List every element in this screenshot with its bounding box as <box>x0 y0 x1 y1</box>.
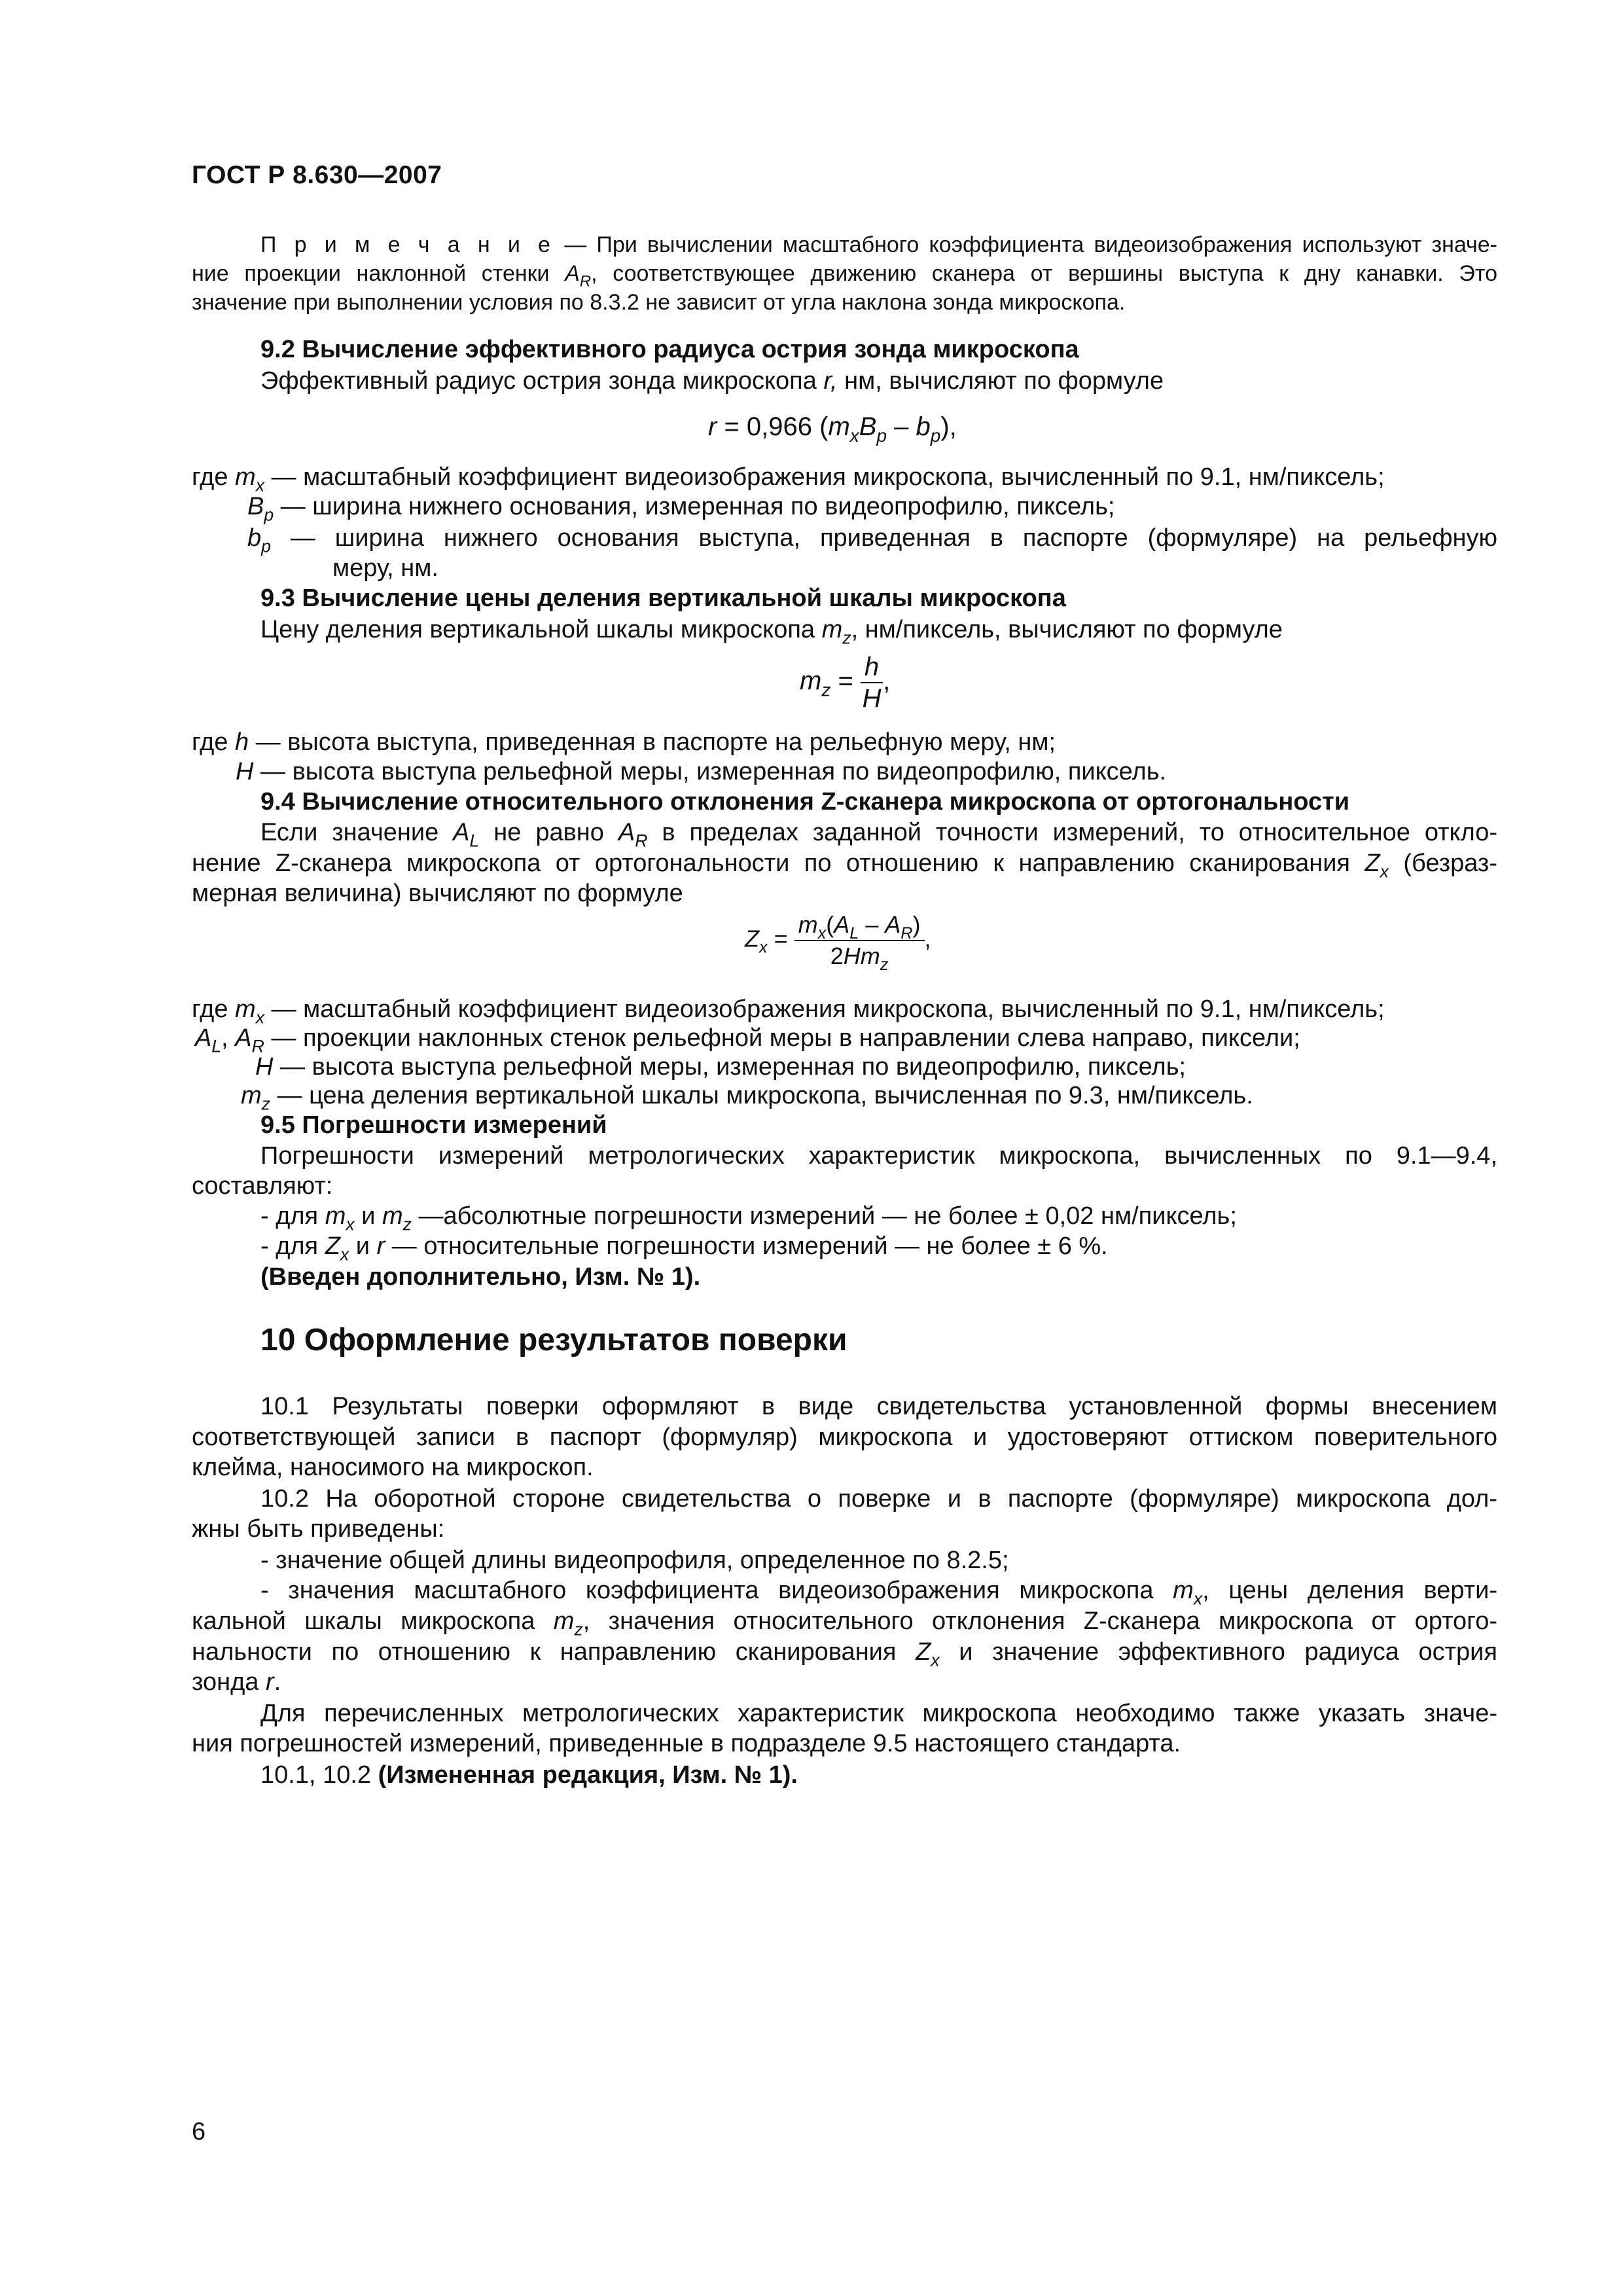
f1-m: m <box>828 412 850 441</box>
s95-amendment: (Введен дополнительно, Изм. № 1). <box>260 1263 701 1291</box>
s94-p2-s: x <box>1380 861 1389 882</box>
f3-end: , <box>924 925 931 952</box>
f3-fraction <box>794 910 925 974</box>
s93-w1-text: — высота выступа, приведенная в паспорте на рельефную меру, нм; <box>249 728 1056 756</box>
s10-p101-line-1: 10.1 Результаты поверки оформляют в виде свидетельства установленной формы внесением <box>260 1393 1497 1420</box>
s10-b2-2a: кальной шкалы микроскопа <box>192 1607 554 1635</box>
document-header: ГОСТ Р 8.630—2007 <box>192 161 442 189</box>
s93-intro-var: m <box>821 616 843 643</box>
s93-intro <box>260 615 1283 648</box>
formula-z-deviation <box>745 910 931 974</box>
s94-p1-c: в пределах заданной точности измерений, то относительное откло- <box>647 819 1497 846</box>
s10-amendment <box>260 1761 798 1789</box>
section-9-3-title: 9.3 Вычисление цены деления вертикальной шкалы микроскопа <box>260 584 1066 612</box>
s10-b2-2v: m <box>553 1607 575 1635</box>
s95-p2: составляют: <box>192 1172 333 1200</box>
s94-w3-var: H <box>255 1053 274 1081</box>
s94-p1-s2: R <box>635 831 648 851</box>
note-var-sub: R <box>579 272 592 291</box>
f3-numerator <box>794 910 925 941</box>
s10-b2-1s: x <box>1193 1588 1203 1609</box>
f3-num-msub: x <box>817 924 827 942</box>
s95-b1-and: и <box>354 1202 382 1230</box>
s94-p2-a: нение Z-сканера микроскопа от ортогональности по отношению к направлению сканирования <box>192 850 1365 877</box>
s93-where-2 <box>236 757 1166 786</box>
s94-w2-s1: L <box>211 1036 222 1056</box>
formula-effective-radius <box>708 412 957 446</box>
s10-amend-a: 10.1, 10.2 <box>260 1761 378 1789</box>
s95-b1-v2: m <box>382 1202 403 1230</box>
s10-bullet-2-line-2 <box>192 1607 1498 1640</box>
section-9-4-title: 9.4 Вычисление относительного отклонения Z-сканера микроскопа от ортогональности <box>260 788 1350 816</box>
note-line-2 <box>192 259 1497 291</box>
f1-eq: = 0,966 ( <box>717 412 829 441</box>
s94-w4-var: m <box>241 1082 262 1109</box>
s92-intro <box>260 367 1164 395</box>
s95-b1-text: —абсолютные погрешности измерений — не более ± 0,02 нм/пиксель; <box>411 1202 1237 1230</box>
s10-b2-3b: и значение эффективного радиуса острия <box>939 1638 1497 1666</box>
s92-w2-text: — ширина нижнего основания, измеренная по видеопрофилю, пиксель; <box>274 493 1115 520</box>
f2-fraction <box>861 652 883 713</box>
note-label: П р и м е ч а н и е <box>260 232 554 257</box>
s95-b1-s2: z <box>402 1214 412 1234</box>
f3-num-minus: – <box>859 911 885 938</box>
section-9-5-title: 9.5 Погрешности измерений <box>260 1111 607 1139</box>
s92-w1-pre: где <box>192 463 236 491</box>
f3-num-bsub: R <box>901 924 913 942</box>
s92-intro-a: Эффективный радиус острия зонда микроскопа <box>260 367 824 395</box>
f2-num: h <box>861 652 883 683</box>
f3-eq: = <box>767 925 794 952</box>
s92-w3-var: b <box>247 524 262 552</box>
s92-where-3 <box>247 524 1497 556</box>
f3-lhs-sub: x <box>759 938 768 957</box>
s94-p3: мерная величина) вычисляют по формуле <box>192 880 683 907</box>
s93-intro-a: Цену деления вертикальной шкалы микроскопа <box>260 616 822 643</box>
s10-bullet-2-line-1 <box>260 1576 1497 1609</box>
s95-b2-s1: x <box>340 1244 349 1265</box>
f1-B: B <box>859 412 877 441</box>
s94-where-2 <box>195 1024 1300 1056</box>
s10-b2-4b: . <box>274 1668 281 1696</box>
f3-num-a: A <box>834 911 850 938</box>
s93-w2-text: — высота выступа рельефной меры, измеренная по видеопрофилю, пиксель. <box>253 758 1167 785</box>
s95-b2-and: и <box>349 1232 377 1260</box>
s93-where-1 <box>192 728 1056 757</box>
s94-p2-b: (безраз- <box>1388 850 1497 877</box>
s10-b2-2b: , значения относительного отклонения Z-сканера микроскопа от ортого- <box>582 1607 1498 1635</box>
f3-den-sub: z <box>880 955 889 974</box>
s92-w3-sub: p <box>261 536 271 556</box>
s94-w2-v1: A <box>195 1024 212 1052</box>
s95-b2-a: - для <box>260 1232 325 1260</box>
s94-w1-text: — масштабный коэффициент видеоизображения микроскопа, вычисленный по 9.1, нм/пиксель; <box>264 996 1385 1023</box>
s10-bullet-1: - значение общей длины видеопрофиля, определенное по 8.2.5; <box>260 1547 1009 1574</box>
note-text-2b: , соответствующее движению сканера от вершины выступа к дну канавки. Это <box>591 261 1497 286</box>
s94-where-4 <box>241 1081 1253 1114</box>
f1-msub: x <box>849 425 859 446</box>
f1-b: b <box>916 412 931 441</box>
s10-p101-line-3: клейма, наносимого на микроскоп. <box>192 1454 594 1481</box>
s10-b2-3v: Z <box>916 1638 931 1666</box>
s94-p1 <box>260 818 1497 851</box>
s95-b1-a: - для <box>260 1202 325 1230</box>
s10-amend-b: (Измененная редакция, Изм. № 1). <box>378 1761 798 1789</box>
f3-lhs: Z <box>745 925 759 952</box>
s92-intro-b: нм, вычисляют по формуле <box>837 367 1164 395</box>
s94-w1-var: m <box>235 996 256 1023</box>
f3-num-asub: L <box>849 924 859 942</box>
s92-w1-sub: x <box>255 475 264 495</box>
s95-b2-text: — относительные погрешности измерений — не более ± 6 %. <box>385 1232 1108 1260</box>
section-10-title: 10 Оформление результатов поверки <box>260 1323 847 1357</box>
s93-intro-b: , нм/пиксель, вычисляют по формуле <box>851 616 1283 643</box>
s94-p1-b: не равно <box>479 819 618 846</box>
f2-den: H <box>862 684 882 713</box>
s94-w3-text: — высота выступа рельефной меры, измеренная по видеопрофилю, пиксель; <box>273 1053 1186 1081</box>
s94-w4-text: — цена деления вертикальной шкалы микроскопа, вычисленная по 9.3, нм/пиксель. <box>270 1082 1253 1109</box>
f2-lhs: m <box>800 666 822 696</box>
s94-p2 <box>192 849 1497 882</box>
s92-w1-var: m <box>235 463 256 491</box>
s10-p3-line-2: ния погрешностей измерений, приведенные в подразделе 9.5 настоящего стандарта. <box>192 1730 1181 1757</box>
f1-minus: – <box>887 412 916 441</box>
s95-bullet-2 <box>260 1232 1108 1265</box>
f3-num-b: A <box>885 911 901 938</box>
s94-w2-text: — проекции наклонных стенок рельефной меры в направлении слева направо, пиксели; <box>264 1024 1300 1052</box>
s10-bullet-2-line-3 <box>192 1638 1497 1670</box>
s95-p1: Погрешности измерений метрологических характеристик микроскопа, вычисленных по 9.1—9.4, <box>260 1142 1497 1170</box>
f3-num-m: m <box>798 911 818 938</box>
s95-b1-v1: m <box>325 1202 346 1230</box>
note-text-1: — При вычислении масштабного коэффициента видеоизображения используют значе- <box>554 232 1497 257</box>
formula-vertical-scale <box>800 652 890 713</box>
f1-end: ), <box>940 412 957 441</box>
s94-w1-pre: где <box>192 996 236 1023</box>
s10-p102-line-1: 10.2 На оборотной стороне свидетельства о поверке и в паспорте (формуляре) микроскопа дол- <box>260 1485 1497 1513</box>
s92-where-3-cont: меру, нм. <box>332 554 438 582</box>
f3-den-h: Hm <box>843 942 880 969</box>
s10-p101-line-2: соответствующей записи в паспорт (формуляр) микроскопа и удостоверяют оттиском поверительного <box>192 1424 1497 1451</box>
s92-w3-text: — ширина нижнего основания выступа, приведенная в паспорте (формуляре) на рельефную <box>270 524 1497 552</box>
f3-den-pre: 2 <box>830 942 844 969</box>
f2-end: , <box>883 666 891 696</box>
f1-lhs: r <box>708 412 717 441</box>
s10-b2-2s: z <box>574 1619 583 1640</box>
s10-b2-1v: m <box>1173 1577 1194 1604</box>
s92-where-2 <box>247 492 1115 525</box>
note-var: A <box>565 261 580 286</box>
section-9-2-title: 9.2 Вычисление эффективного радиуса острия зонда микроскопа <box>260 336 1079 363</box>
s10-b2-1b: , цены деления верти- <box>1202 1577 1497 1604</box>
s93-w1-var: h <box>235 728 249 756</box>
s92-w2-var: B <box>247 493 264 520</box>
s95-bullet-1 <box>260 1202 1237 1234</box>
s10-b2-3a: нальности по отношению к направлению сканирования <box>192 1638 916 1666</box>
s93-w2-var: H <box>236 758 254 785</box>
note-text-2a: ние проекции наклонной стенки <box>192 261 565 286</box>
s95-b2-v1: Z <box>325 1232 340 1260</box>
s10-bullet-2-line-4 <box>192 1668 281 1696</box>
s95-b2-v2: r <box>376 1232 385 1260</box>
s10-p102-line-2: жны быть приведены: <box>192 1515 445 1543</box>
s94-w2-comma: , <box>221 1024 236 1052</box>
s93-intro-sub: z <box>842 628 851 648</box>
s94-where-3 <box>255 1052 1186 1081</box>
s92-w2-sub: p <box>264 505 274 525</box>
f2-lhs-sub: z <box>821 679 831 700</box>
s10-p3-line-1: Для перечисленных метрологических характеристик микроскопа необходимо также указать значе- <box>260 1700 1497 1727</box>
s94-where-1 <box>192 995 1385 1028</box>
f3-num-open: ( <box>826 911 834 938</box>
s10-b2-3s: x <box>931 1650 940 1670</box>
f2-eq: = <box>830 666 861 696</box>
f3-denominator <box>794 941 925 974</box>
s94-w4-sub: z <box>261 1094 270 1114</box>
note-line-3: значение при выполнении условия по 8.3.2 не зависит от угла наклона зонда микроскопа. <box>192 290 1126 315</box>
s94-p2-v: Z <box>1364 850 1380 877</box>
s94-w1-sub: x <box>255 1007 264 1028</box>
s92-where-1 <box>192 463 1385 495</box>
s10-b2-4v: r <box>265 1668 274 1696</box>
f3-num-close: ) <box>912 911 921 938</box>
s94-p1-s1: L <box>469 831 480 851</box>
s95-b1-s1: x <box>346 1214 355 1234</box>
f1-bsub: p <box>930 425 941 446</box>
page-number: 6 <box>192 2118 206 2145</box>
s94-w2-v2: A <box>235 1024 252 1052</box>
s94-p1-a: Если значение <box>260 819 454 846</box>
s94-p1-v1: A <box>453 819 470 846</box>
s94-p1-v2: A <box>618 819 635 846</box>
s94-w2-s2: R <box>251 1036 264 1056</box>
s93-w1-pre: где <box>192 728 236 756</box>
s10-b2-4a: зонда <box>192 1668 266 1696</box>
s10-b2-1a: - значения масштабного коэффициента видеоизображения микроскопа <box>260 1577 1173 1604</box>
s92-w1-text: — масштабный коэффициент видеоизображения микроскопа, вычисленный по 9.1, нм/пиксель; <box>264 463 1385 491</box>
s92-intro-var: r, <box>823 367 838 395</box>
note-line-1 <box>260 230 1497 259</box>
f1-Bsub: p <box>876 425 887 446</box>
